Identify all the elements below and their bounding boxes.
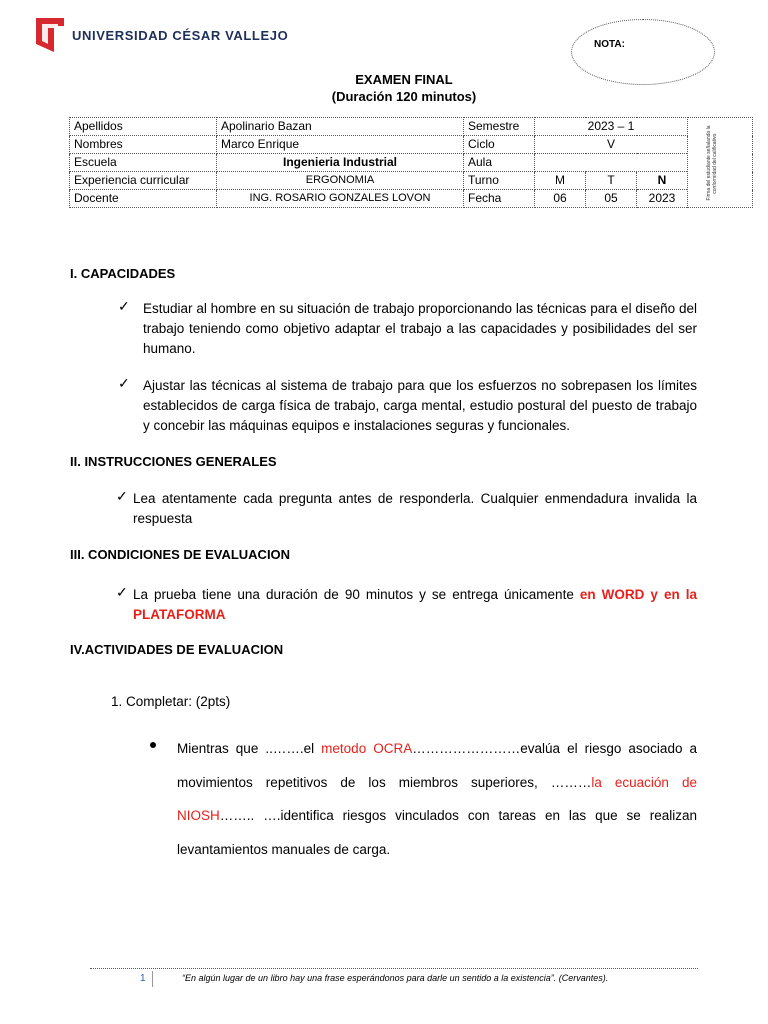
question-part-2: ……………………evalúa el riesgo asociado a movimientos repetitivos de los miembros superiores, ……… (177, 741, 697, 790)
footer-separator (152, 971, 153, 987)
turno-t: T (586, 172, 637, 190)
signature-cell (688, 118, 753, 208)
semestre-label: Semestre (464, 118, 535, 136)
escuela-label: Escuela (70, 154, 217, 172)
table-row (70, 172, 753, 190)
condicion-highlight: en WORD y en la PLATAFORMA (133, 587, 697, 622)
grade-label: NOTA: (594, 39, 625, 50)
answer-2: la ecuación de NIOSH (177, 774, 697, 823)
docente-value: ING. ROSARIO GONZALES LOVON (217, 190, 464, 208)
section-heading-actividades: IV.ACTIVIDADES DE EVALUACION (70, 642, 284, 657)
apellidos-label: Apellidos (70, 118, 217, 136)
ciclo-label: Ciclo (464, 136, 535, 154)
capacidad-item-1: Estudiar al hombre en su situación de trabajo proporcionando las técnicas para el diseño del trabajo teniendo como objetivo adaptar el trabajo a las capacidades y posibilidades del ser humano. (143, 301, 697, 356)
aula-label: Aula (464, 154, 535, 172)
condicion-text: La prueba tiene una duración de 90 minutos y se entrega únicamente (133, 587, 580, 602)
fecha-year: 2023 (637, 190, 688, 208)
footer-divider (90, 968, 698, 969)
turno-label: Turno (464, 172, 535, 190)
page-number: 1 (140, 973, 146, 984)
university-logo (36, 18, 288, 52)
semestre-value: 2023 – 1 (535, 118, 688, 136)
bullet-icon (150, 742, 156, 748)
section-heading-capacidades: I. CAPACIDADES (70, 266, 176, 281)
nombres-label: Nombres (70, 136, 217, 154)
turno-m: M (535, 172, 586, 190)
grade-box (571, 19, 715, 85)
capacidad-item-2: Ajustar las técnicas al sistema de trabajo para que los esfuerzos no sobrepasen los límites establecidos de carga física de trabajo, carga mental, estudio postural del puesto de trabajo y concebir las máquinas equipos e instalaciones seguras y funcionales. (143, 378, 697, 433)
question-part-3: …….. ….identifica riesgos vinculados con tareas en las que se realizan levantamientos manuales de carga. (177, 808, 697, 857)
instruccion-item-1: Lea atentamente cada pregunta antes de responderla. Cualquier enmendadura invalida la respuesta (133, 491, 697, 526)
fecha-month: 05 (586, 190, 637, 208)
condicion-item-1 (133, 585, 697, 625)
docente-label: Docente (70, 190, 217, 208)
footer-quote: “En algún lugar de un libro hay una frase esperándonos para darle un sentido a la existencia”. (Cervantes). (182, 973, 609, 983)
exam-title: EXAMEN FINAL (355, 72, 453, 87)
fecha-label: Fecha (464, 190, 535, 208)
experiencia-label: Experiencia curricular (70, 172, 217, 190)
table-row (70, 154, 753, 172)
nombres-value: Marco Enrique (217, 136, 464, 154)
table-row (70, 190, 753, 208)
ucv-shield-icon (36, 18, 64, 52)
table-row (70, 118, 753, 136)
fecha-day: 06 (535, 190, 586, 208)
checkmark-icon: ✓ (118, 375, 130, 391)
checkmark-icon: ✓ (116, 488, 128, 504)
answer-1: metodo OCRA (321, 741, 413, 756)
question-part-1: Mientras que ..…….el (177, 741, 322, 756)
section-heading-instrucciones: II. INSTRUCCIONES GENERALES (70, 454, 277, 469)
aula-value (535, 154, 688, 172)
signature-note: Firma del estudiante señalando la conformidad del calificativo. (706, 124, 718, 201)
section-heading-condiciones: III. CONDICIONES DE EVALUACION (70, 547, 291, 562)
experiencia-value: ERGONOMIA (217, 172, 464, 190)
university-name: UNIVERSIDAD CÉSAR VALLEJO (72, 27, 289, 43)
turno-n: N (637, 172, 688, 190)
checkmark-icon: ✓ (116, 584, 128, 600)
ciclo-value: V (535, 136, 688, 154)
question-1-text (177, 732, 697, 866)
student-info-table (69, 117, 753, 208)
escuela-value: Ingenieria Industrial (217, 154, 464, 172)
checkmark-icon: ✓ (118, 298, 130, 314)
table-row (70, 136, 753, 154)
exam-duration: (Duración 120 minutos) (331, 89, 477, 104)
apellidos-value: Apolinario Bazan (217, 118, 464, 136)
question-1-label: 1. Completar: (2pts) (111, 694, 231, 709)
